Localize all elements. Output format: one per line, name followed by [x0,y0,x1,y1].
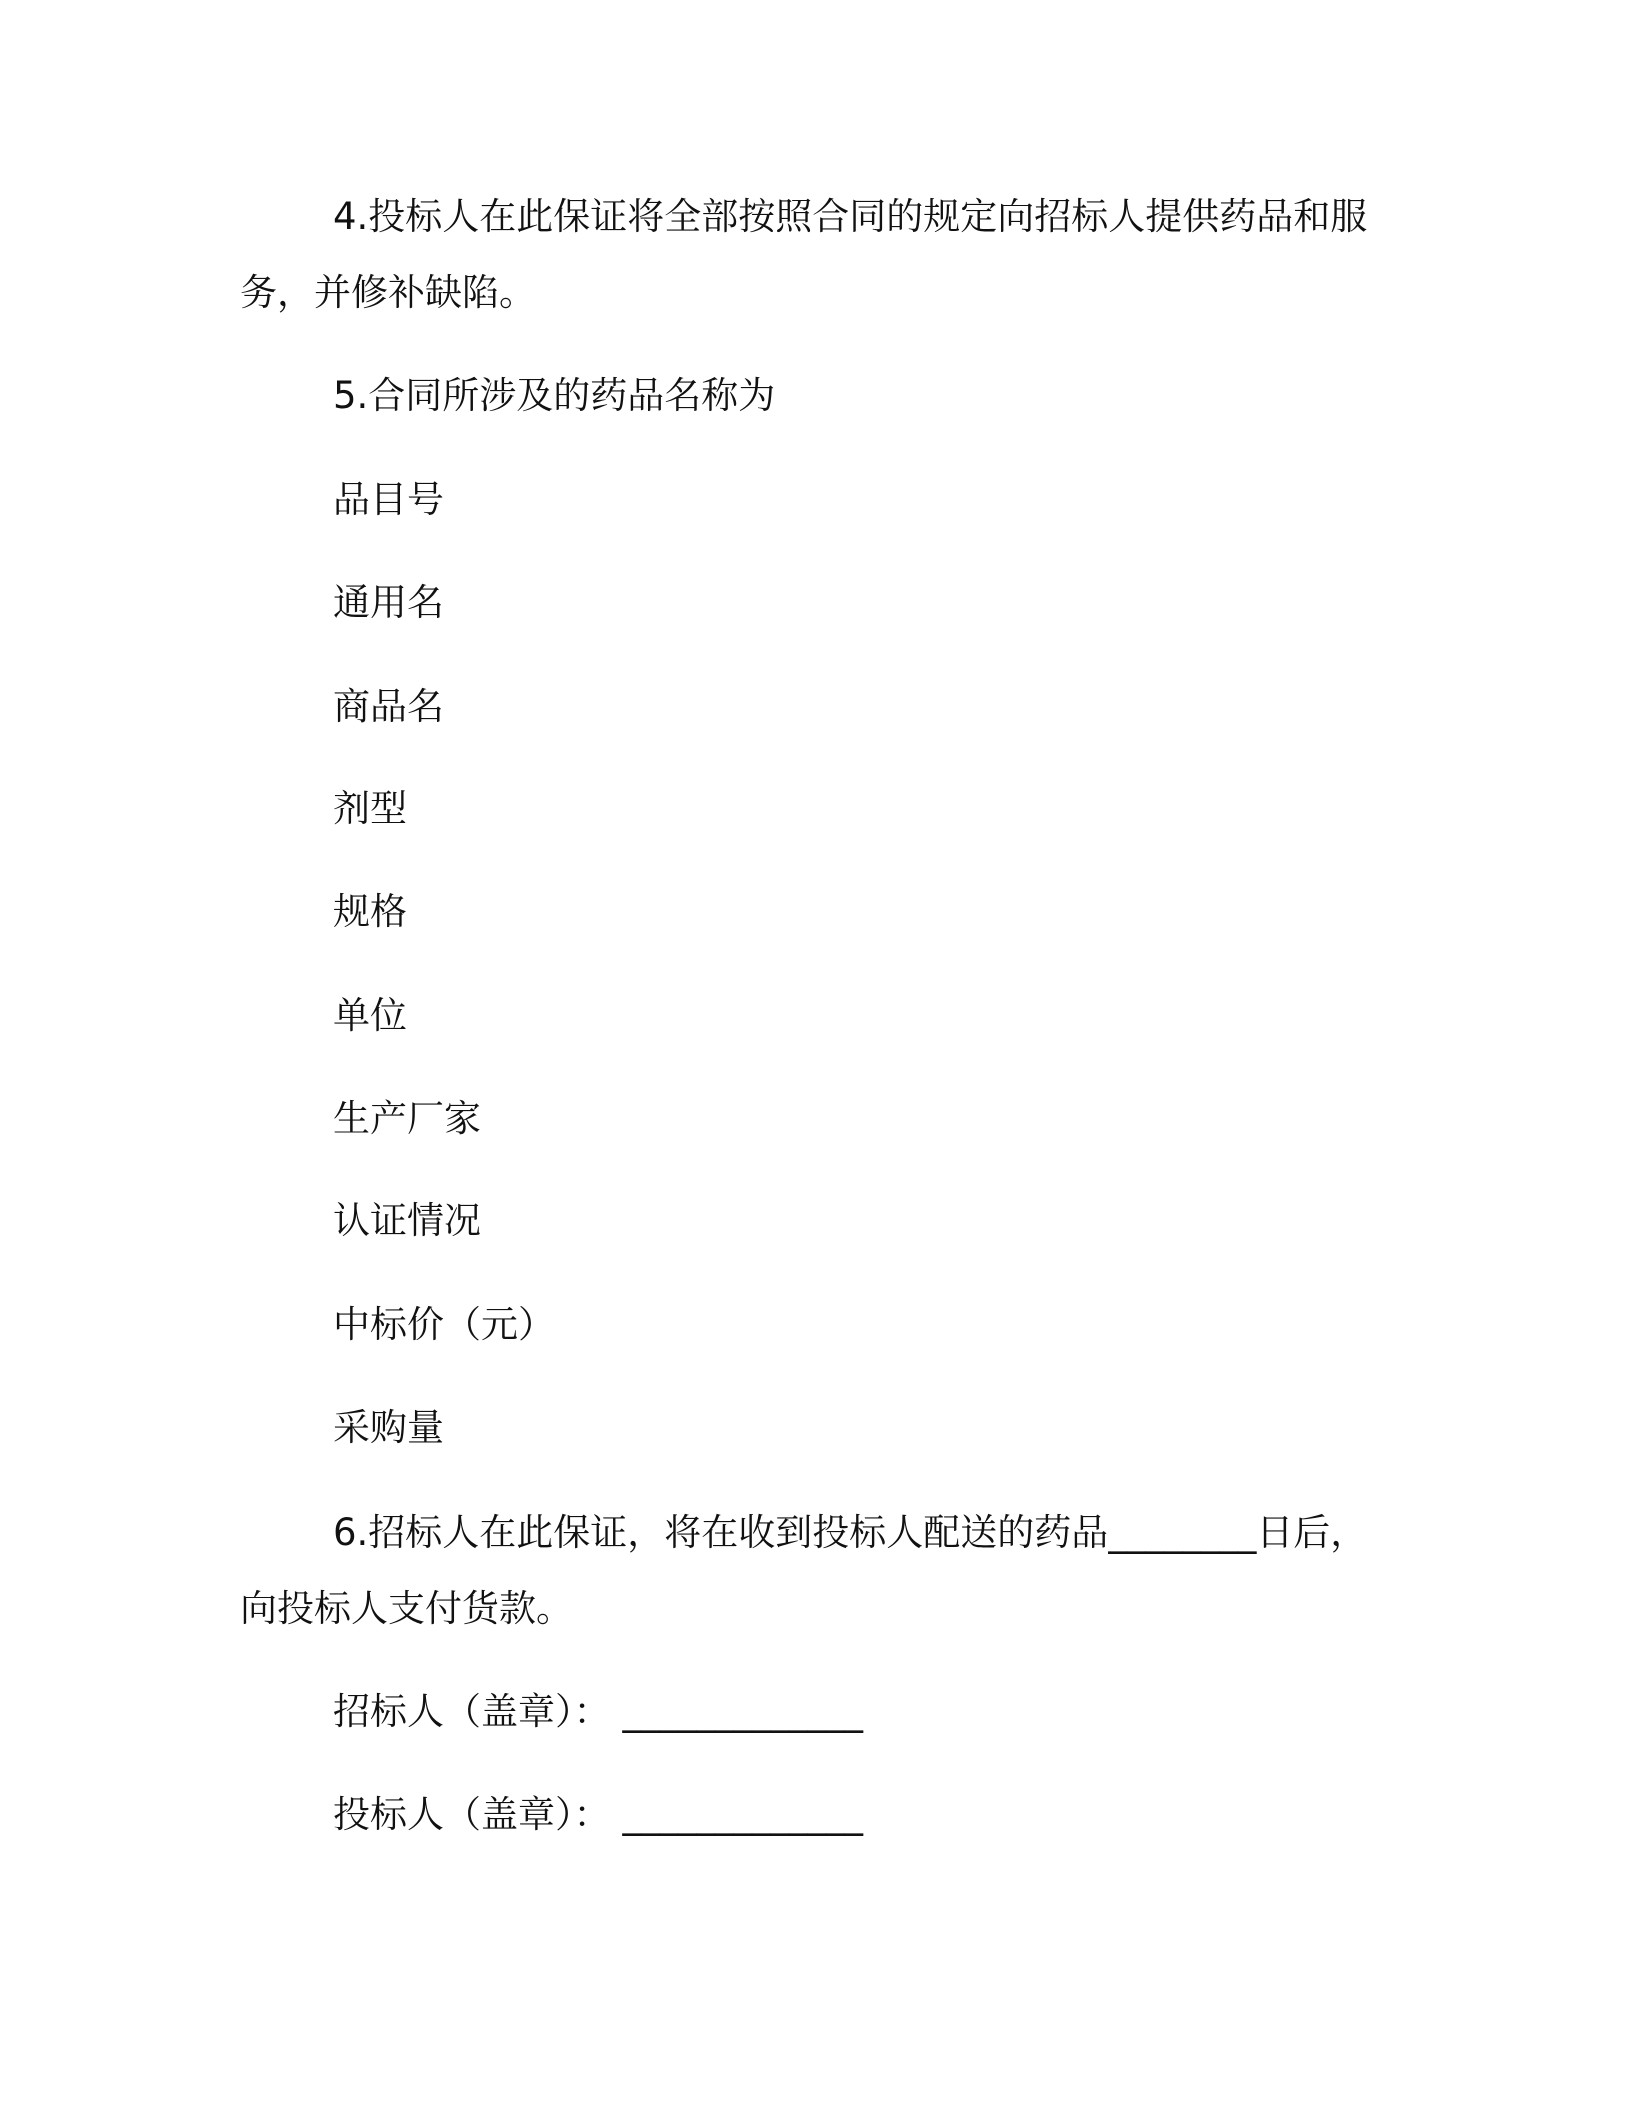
drug-field-certification: 认证情况 [333,1199,481,1242]
drug-field-bid-price: 中标价（元） [333,1303,555,1346]
bidder-signature-line [333,1790,863,1840]
drug-field-purchase-quantity: 采购量 [333,1406,444,1449]
bidder-seal-label: 投标人（盖章）： [333,1793,611,1836]
tenderer-seal-label: 招标人（盖章）： [333,1690,611,1733]
tenderer-signature-line [333,1687,863,1737]
drug-field-generic-name: 通用名 [333,581,444,624]
tenderer-seal-blank: _____________ [622,1690,863,1733]
clause-6-text-before: 6.招标人在此保证，将在收到投标人配送的药品 [333,1511,1109,1554]
drug-field-unit: 单位 [333,994,407,1037]
clause-4-line-1: 4.投标人在此保证将全部按照合同的规定向招标人提供药品和服 [333,195,1368,238]
bidder-seal-blank: _____________ [622,1793,863,1836]
payment-days-blank: ________ [1108,1511,1257,1554]
clause-6-line-2: 向投标人支付货款。 [240,1587,573,1630]
drug-field-manufacturer: 生产厂家 [333,1097,481,1140]
drug-field-trade-name: 商品名 [333,685,444,728]
drug-field-item-number: 品目号 [333,478,444,521]
drug-field-specification: 规格 [333,890,407,933]
clause-6-line-1 [333,1508,1367,1558]
clause-6-text-after: 日后， [1256,1511,1368,1554]
drug-field-dosage-form: 剂型 [333,787,407,830]
clause-4-line-2: 务，并修补缺陷。 [240,271,536,314]
clause-5-heading: 5.合同所涉及的药品名称为 [333,374,776,417]
